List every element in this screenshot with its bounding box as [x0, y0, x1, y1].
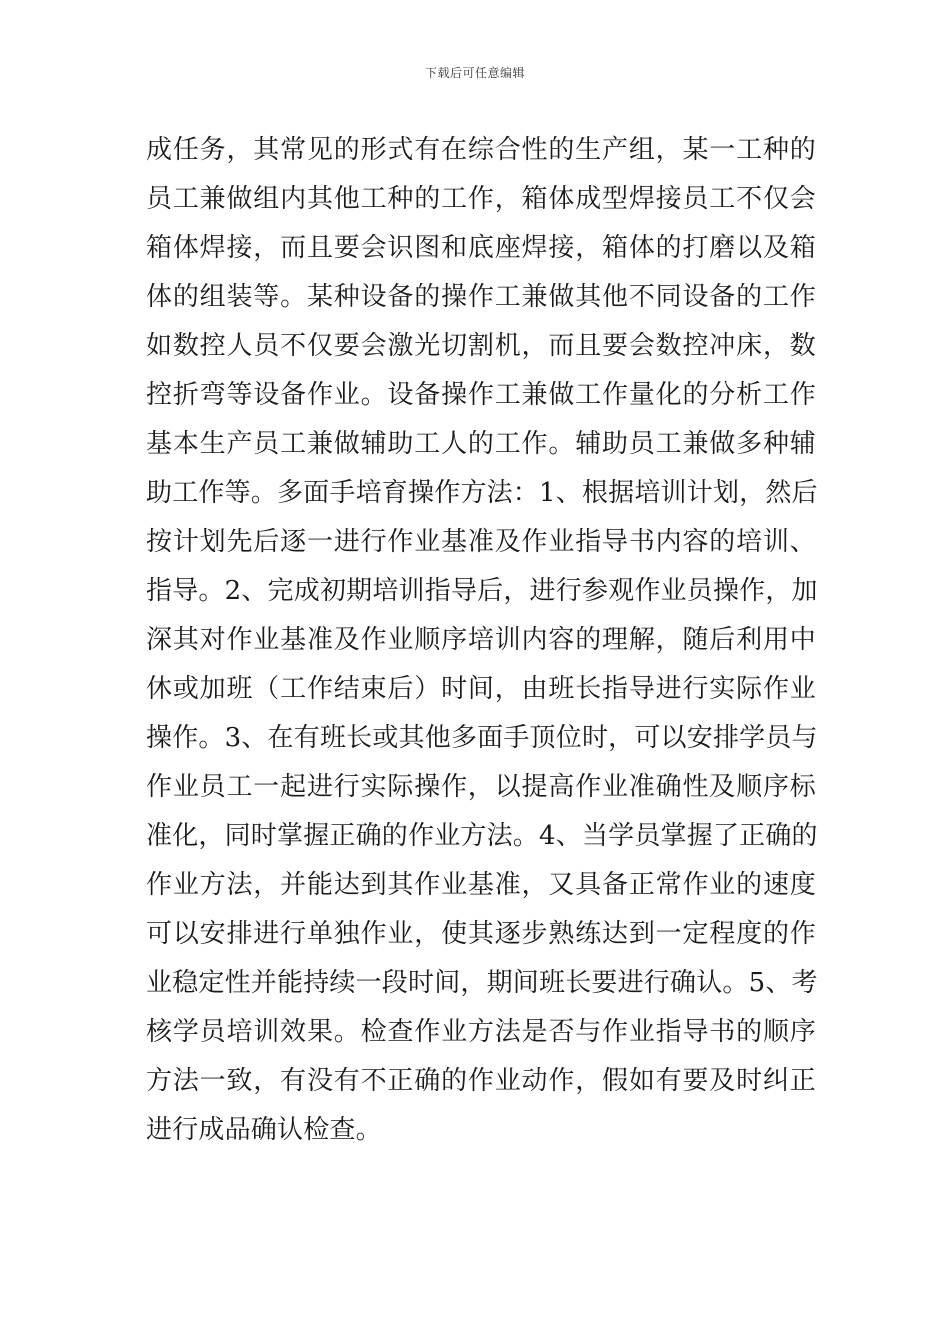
text-line: 作业方法，并能达到其作业基准，又具备正常作业的速度: [146, 870, 816, 900]
text-line: 作业员工一起进行实际操作，以提高作业准确性及顺序标: [146, 772, 816, 802]
text-line: 助工作等。多面手培育操作方法：1、根据培训计划，然后: [146, 478, 818, 508]
text-line: 进行成品确认检查。: [146, 1115, 382, 1145]
text-line: 员工兼做组内其他工种的工作，箱体成型焊接员工不仅会: [146, 184, 816, 214]
text-line: 基本生产员工兼做辅助工人的工作。辅助员工兼做多种辅: [146, 429, 816, 459]
text-line: 可以安排进行单独作业，使其逐步熟练达到一定程度的作: [146, 919, 816, 949]
text-line: 体的组装等。某种设备的操作工兼做其他不同设备的工作: [146, 282, 816, 312]
body-paragraph: [146, 126, 816, 1155]
text-line: 准化，同时掌握正确的作业方法。4、当学员掌握了正确的: [146, 821, 818, 851]
text-line: 业稳定性并能持续一段时间，期间班长要进行确认。5、考: [146, 968, 818, 998]
page-header-note: 下载后可任意编辑: [424, 66, 525, 80]
text-line: 核学员培训效果。检查作业方法是否与作业指导书的顺序: [146, 1017, 816, 1047]
text-line: 控折弯等设备作业。设备操作工兼做工作量化的分析工作: [146, 380, 816, 410]
text-line: 指导。2、完成初期培训指导后，进行参观作业员操作，加: [146, 576, 818, 606]
text-line: 按计划先后逐一进行作业基准及作业指导书内容的培训、: [146, 527, 816, 557]
text-line: 箱体焊接，而且要会识图和底座焊接，箱体的打磨以及箱: [146, 233, 816, 263]
text-line: 方法一致，有没有不正确的作业动作，假如有要及时纠正: [146, 1066, 816, 1096]
text-line: 深其对作业基准及作业顺序培训内容的理解，随后利用中: [146, 625, 816, 655]
text-line: 如数控人员不仅要会激光切割机，而且要会数控冲床，数: [146, 331, 816, 361]
text-line: 操作。3、在有班长或其他多面手顶位时，可以安排学员与: [146, 723, 818, 753]
text-line: 休或加班（工作结束后）时间，由班长指导进行实际作业: [146, 674, 816, 704]
text-line: 成任务，其常见的形式有在综合性的生产组，某一工种的: [146, 135, 816, 165]
